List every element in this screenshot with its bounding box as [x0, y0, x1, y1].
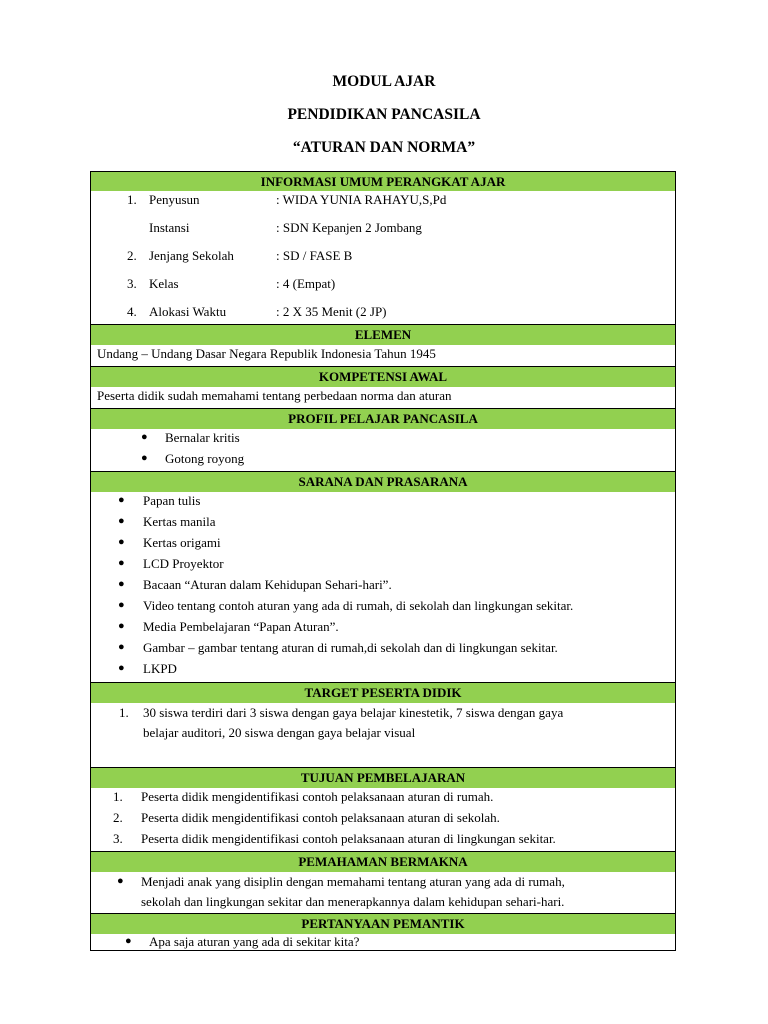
pemahaman-line-2: sekolah dan lingkungan sekitar dan menerapkannya dalam kehidupan sehari-hari.	[141, 894, 565, 909]
info-label-penyusun: Penyusun	[149, 192, 200, 207]
info-num: 4.	[127, 304, 137, 319]
info-num: 1.	[127, 192, 137, 207]
section-header-sarana: SARANA DAN PRASARANA	[90, 471, 676, 493]
bullet-icon: ●	[141, 431, 148, 443]
list-item: Bacaan “Aturan dalam Kehidupan Sehari-hari”.	[143, 577, 392, 592]
bullet-icon: ●	[118, 620, 125, 632]
list-item: Gambar – gambar tentang aturan di rumah,di sekolah dan di lingkungan sekitar.	[143, 640, 558, 655]
info-value-alokasi: : 2 X 35 Menit (2 JP)	[276, 304, 387, 319]
info-value-instansi: : SDN Kepanjen 2 Jombang	[276, 220, 422, 235]
tujuan-num: 2.	[113, 810, 123, 825]
section-body-tujuan	[90, 788, 676, 852]
info-label-alokasi: Alokasi Waktu	[149, 304, 227, 319]
list-item: Apa saja aturan yang ada di sekitar kita?	[149, 934, 360, 949]
section-header-informasi: INFORMASI UMUM PERANGKAT AJAR	[90, 171, 676, 192]
list-item: Papan tulis	[143, 493, 201, 508]
section-body-pemahaman	[90, 872, 676, 914]
target-line-2: belajar auditori, 20 siswa dengan gaya belajar visual	[143, 725, 416, 740]
info-value-penyusun: : WIDA YUNIA RAHAYU,S,Pd	[276, 192, 447, 207]
section-header-elemen: ELEMEN	[90, 324, 676, 346]
section-header-tujuan: TUJUAN PEMBELAJARAN	[90, 767, 676, 789]
list-item: Peserta didik mengidentifikasi contoh pelaksanaan aturan di sekolah.	[141, 810, 500, 825]
section-body-kompetensi	[90, 387, 676, 409]
section-body-target	[90, 703, 676, 768]
bullet-icon: ●	[118, 515, 125, 527]
list-item: Peserta didik mengidentifikasi contoh pelaksanaan aturan di rumah.	[141, 789, 494, 804]
bullet-icon: ●	[118, 578, 125, 590]
tujuan-num: 1.	[113, 789, 123, 804]
info-label-kelas: Kelas	[149, 276, 179, 291]
info-value-kelas: : 4 (Empat)	[276, 276, 336, 291]
section-body-sarana	[90, 492, 676, 683]
title-modul-ajar: MODUL AJAR	[332, 73, 436, 90]
section-header-target: TARGET PESERTA DIDIK	[90, 682, 676, 704]
bullet-icon: ●	[118, 662, 125, 674]
list-item: LKPD	[143, 661, 177, 676]
section-header-pemahaman: PEMAHAMAN BERMAKNA	[90, 851, 676, 873]
bullet-icon: ●	[117, 875, 124, 887]
section-body-informasi	[90, 191, 676, 325]
kompetensi-text: Peserta didik sudah memahami tentang perbedaan norma dan aturan	[97, 388, 452, 403]
target-num: 1.	[119, 705, 129, 720]
pemahaman-line-1: Menjadi anak yang disiplin dengan memahami tentang aturan yang ada di rumah,	[141, 874, 565, 889]
bullet-icon: ●	[118, 557, 125, 569]
title-topic: “ATURAN DAN NORMA”	[292, 139, 476, 156]
list-item: Video tentang contoh aturan yang ada di rumah, di sekolah dan lingkungan sekitar.	[143, 598, 574, 613]
section-body-pertanyaan	[90, 934, 676, 951]
list-item: Kertas manila	[143, 514, 216, 529]
bullet-icon: ●	[118, 494, 125, 506]
target-line-1: 30 siswa terdiri dari 3 siswa dengan gaya belajar kinestetik, 7 siswa dengan gaya	[143, 705, 564, 720]
bullet-icon: ●	[118, 599, 125, 611]
list-item: Bernalar kritis	[165, 430, 240, 445]
section-body-elemen	[90, 345, 676, 367]
list-item: Gotong royong	[165, 451, 245, 466]
bullet-icon: ●	[118, 641, 125, 653]
info-num: 3.	[127, 276, 137, 291]
section-header-pertanyaan: PERTANYAAN PEMANTIK	[90, 913, 676, 935]
bullet-icon: ●	[125, 935, 132, 947]
info-num: 2.	[127, 248, 137, 263]
list-item: Peserta didik mengidentifikasi contoh pelaksanaan aturan di lingkungan sekitar.	[141, 831, 556, 846]
tujuan-num: 3.	[113, 831, 123, 846]
section-header-profil: PROFIL PELAJAR PANCASILA	[90, 408, 676, 430]
elemen-text: Undang – Undang Dasar Negara Republik Indonesia Tahun 1945	[97, 346, 436, 361]
section-body-profil	[90, 429, 676, 472]
info-label-jenjang: Jenjang Sekolah	[149, 248, 234, 263]
bullet-icon: ●	[141, 452, 148, 464]
bullet-icon: ●	[118, 536, 125, 548]
list-item: Kertas origami	[143, 535, 221, 550]
info-value-jenjang: : SD / FASE B	[276, 248, 353, 263]
list-item: LCD Proyektor	[143, 556, 224, 571]
title-subject: PENDIDIKAN PANCASILA	[287, 106, 481, 123]
info-label-instansi: Instansi	[149, 220, 190, 235]
section-header-kompetensi: KOMPETENSI AWAL	[90, 366, 676, 388]
list-item: Media Pembelajaran “Papan Aturan”.	[143, 619, 339, 634]
